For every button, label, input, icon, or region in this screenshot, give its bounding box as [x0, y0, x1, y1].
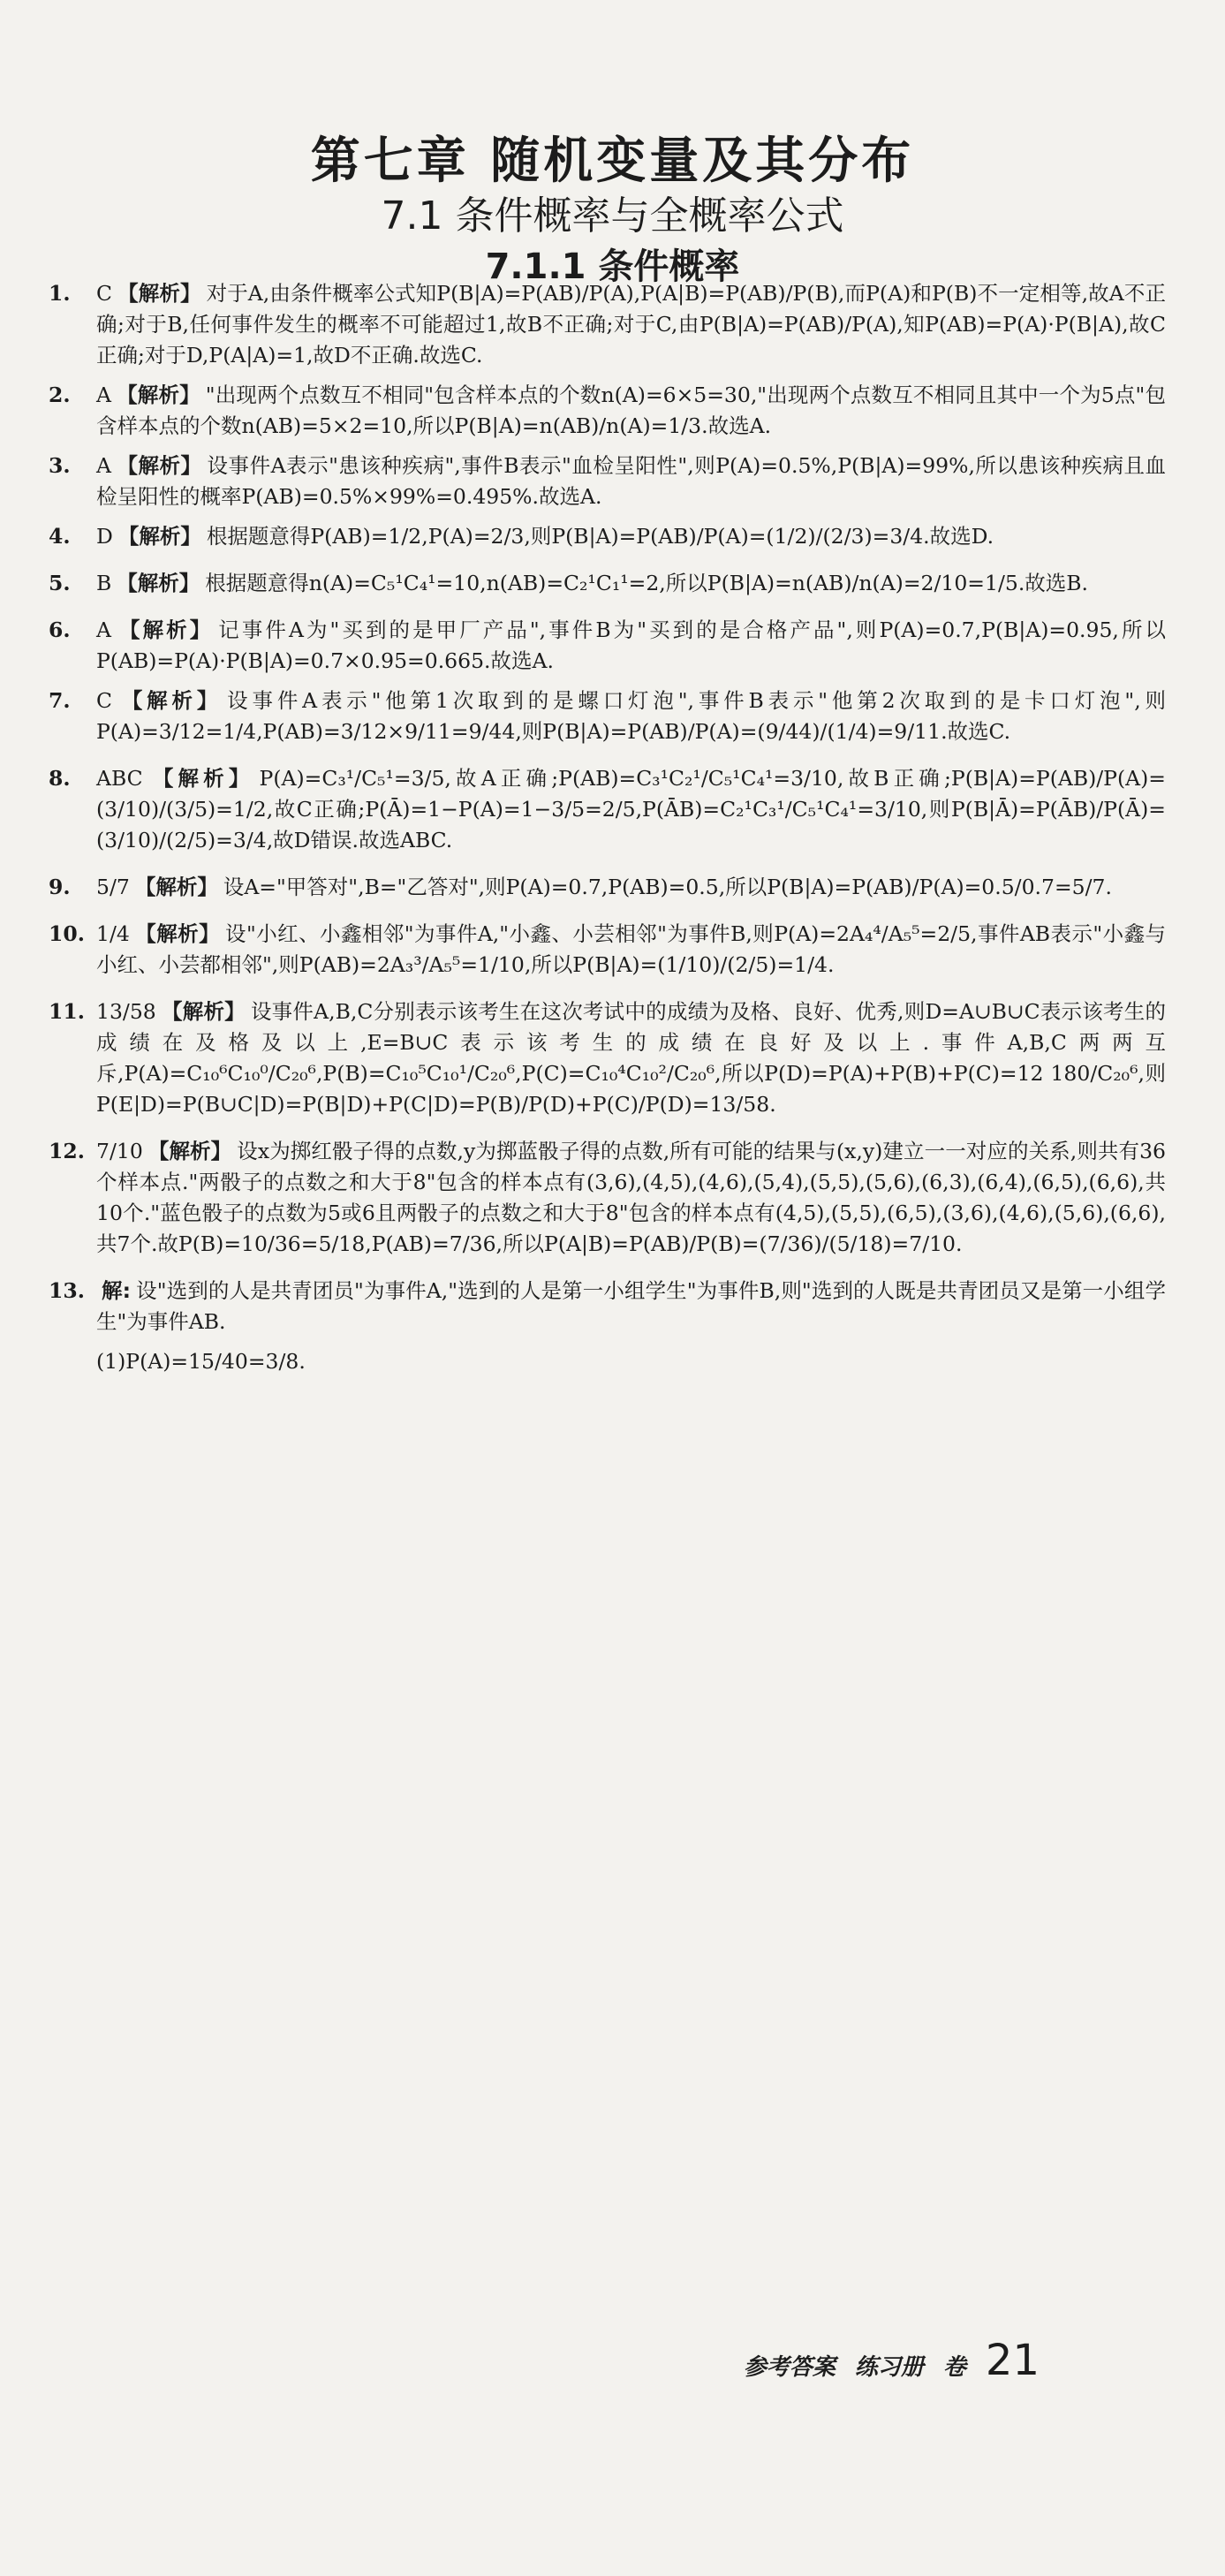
item-number: 10. — [49, 921, 85, 946]
analysis-tag: 【解析】 — [134, 921, 221, 946]
item-number: 7. — [49, 688, 71, 713]
section-title: 7.1 条件概率与全概率公式 — [381, 193, 844, 239]
answer-item-3 — [49, 451, 1166, 512]
subsection-title: 7.1.1 条件概率 — [485, 246, 740, 287]
item-text: 根据题意得n(A)=C₅¹C₄¹=10,n(AB)=C₂¹C₁¹=2,所以P(B|A)=n(AB)/n(A)=2/10=1/5.故选B. — [205, 571, 1089, 595]
item-text: 设事件A表示"患该种疾病",事件B表示"血检呈阳性",则P(A)=0.5%,P(B|A)=99%,所以患该种疾病且血检呈阳性的概率P(AB)=0.5%×99%=0.495%.故选A. — [96, 453, 1166, 509]
item-text: (1)P(A)=15/40=3/8. — [96, 1349, 306, 1374]
footer-label-answers: 参考答案 — [743, 2354, 836, 2381]
analysis-tag: 【解析】 — [116, 383, 200, 407]
analysis-tag: 【解析】 — [134, 875, 218, 899]
page-number: 21 — [985, 2336, 1040, 2385]
item-number: 4. — [49, 524, 71, 549]
item-answer: A — [96, 453, 111, 478]
item-number: 9. — [49, 875, 71, 899]
item-answer: D — [96, 524, 113, 549]
answer-item-13-part-1 — [49, 1346, 1166, 1377]
answer-item-13 — [49, 1276, 1166, 1337]
item-answer: C — [96, 281, 112, 306]
answer-item-7 — [49, 686, 1166, 747]
footer-label-workbook: 练习册 — [854, 2354, 924, 2381]
analysis-tag: 【解析】 — [116, 617, 214, 642]
chapter-title: 第七章 随机变量及其分布 — [310, 133, 915, 190]
item-answer: C — [96, 688, 112, 713]
analysis-tag: 【解析】 — [161, 999, 246, 1024]
item-number: 2. — [49, 383, 71, 407]
analysis-tag: 【解析】 — [117, 688, 223, 713]
item-number: 1. — [49, 281, 71, 306]
item-answer: ABC — [96, 766, 143, 791]
item-answer: 13/58 — [96, 999, 156, 1024]
item-number — [49, 1346, 96, 1377]
item-number: 8. — [49, 766, 71, 791]
item-text: P(A)=C₃¹/C₅¹=3/5,故A正确;P(AB)=C₃¹C₂¹/C₅¹C₄¹=3/10,故B正确;P(B|A)=P(AB)/P(A)=(3/10)/(3/5)=1/2,故C正确;P(Ā)=1−P(A)=1−3/5=2/5,P(ĀB)=C₂¹C₃¹/C₅¹C₄¹=3/10,则P(B|Ā)=P(ĀB)/P(Ā)=(3/10)/(2/5)=3/4,故D错误.故选ABC. — [96, 766, 1166, 852]
answer-item-5 — [49, 568, 1166, 599]
item-answer: B — [96, 571, 112, 595]
footer-label-volume: 卷 — [942, 2354, 966, 2381]
page-footer — [744, 2336, 1040, 2385]
item-number: 13. — [49, 1278, 85, 1303]
item-answer: 1/4 — [96, 921, 130, 946]
item-number: 12. — [49, 1139, 85, 1163]
answer-item-6 — [49, 615, 1166, 677]
answer-item-12 — [49, 1136, 1166, 1260]
item-number: 11. — [49, 999, 85, 1024]
item-text: 记事件A为"买到的是甲厂产品",事件B为"买到的是合格产品",则P(A)=0.7,P(B|A)=0.95,所以P(AB)=P(A)·P(B|A)=0.7×0.95=0.665.故选A. — [96, 617, 1167, 673]
item-text: 根据题意得P(AB)=1/2,P(A)=2/3,则P(B|A)=P(AB)/P(A)=(1/2)/(2/3)=3/4.故选D. — [206, 524, 994, 549]
item-number: 3. — [49, 453, 71, 478]
item-text: 设A="甲答对",B="乙答对",则P(A)=0.7,P(AB)=0.5,所以P(B|A)=P(AB)/P(A)=0.5/0.7=5/7. — [223, 875, 1112, 899]
item-text: "出现两个点数互不相同"包含样本点的个数n(A)=6×5=30,"出现两个点数互不相同且其中一个为5点"包含样本点的个数n(AB)=5×2=10,所以P(B|A)=n(AB)/n(A)=1/3.故选A. — [96, 383, 1166, 438]
item-text: 设x为掷红骰子得的点数,y为掷蓝骰子得的点数,所有可能的结果与(x,y)建立一一对应的关系,则共有36个样本点."两骰子的点数之和大于8"包含的样本点有(3,6),(4,5),(4,6),(5,4),(5,5),(5,6),(6,3),(6,4),(6,5),(6,6),共10个."蓝色骰子的点数为5或6且两骰子的点数之和大于8"包含的样本点有(4,5),(5,5),(6,5),(3,6),(4,6),(5,6),(6,6),共7个.故P(B)=10/36=5/18,P(AB)=7/36,所以P(A|B)=P(AB)/P(B)=(7/36)/(5/18)=7/10. — [96, 1139, 1166, 1256]
answer-item-4 — [49, 521, 1166, 552]
title-block — [0, 133, 1225, 290]
answer-item-2 — [49, 380, 1166, 442]
item-answer: A — [96, 383, 111, 407]
item-text: 设事件A,B,C分别表示该考生在这次考试中的成绩为及格、良好、优秀,则D=A∪B∪C表示该考生的成绩在及格及以上,E=B∪C表示该考生的成绩在良好及以上.事件A,B,C两两互斥,P(A)=C₁₀⁶C₁₀⁰/C₂₀⁶,P(B)=C₁₀⁵C₁₀¹/C₂₀⁶,P(C)=C₁₀⁴C₁₀²/C₂₀⁶,所以P(D)=P(A)+P(B)+P(C)=12 180/C₂₀⁶,则P(E|D)=P(B∪C|D)=P(B|D)+P(C|D)=P(B)/P(D)+P(C)/P(D)=13/58. — [96, 999, 1167, 1117]
answer-item-8 — [49, 763, 1166, 856]
item-answer: A — [96, 617, 111, 642]
answer-item-1 — [49, 278, 1166, 371]
item-text: 设"小红、小鑫相邻"为事件A,"小鑫、小芸相邻"为事件B,则P(A)=2A₄⁴/A₅⁵=2/5,事件AB表示"小鑫与小红、小芸都相邻",则P(AB)=2A₃³/A₅⁵=1/10,所以P(B|A)=(1/10)/(2/5)=1/4. — [96, 921, 1167, 977]
item-answer: 5/7 — [96, 875, 130, 899]
analysis-tag: 【解析】 — [116, 453, 202, 478]
item-text: 对于A,由条件概率公式知P(B|A)=P(AB)/P(A),P(A|B)=P(AB)/P(B),而P(A)和P(B)不一定相等,故A不正确;对于B,任何事件发生的概率不可能超过1,故B不正确;对于C,由P(B|A)=P(AB)/P(A),知P(AB)=P(A)·P(B|A),故C正确;对于D,P(A|A)=1,故D不正确.故选C. — [96, 281, 1166, 367]
item-text: 设事件A表示"他第1次取到的是螺口灯泡",事件B表示"他第2次取到的是卡口灯泡",则P(A)=3/12=1/4,P(AB)=3/12×9/11=9/44,则P(B|A)=P(AB)/P(A)=(9/44)/(1/4)=9/11.故选C. — [96, 688, 1166, 744]
item-number: 5. — [49, 571, 71, 595]
item-number: 6. — [49, 617, 71, 642]
item-answer: 7/10 — [96, 1139, 143, 1163]
item-text: 设"选到的人是共青团员"为事件A,"选到的人是第一小组学生"为事件B,则"选到的人既是共青团员又是第一小组学生"为事件AB. — [96, 1278, 1166, 1334]
analysis-tag: 【解析】 — [147, 766, 254, 791]
answer-item-9 — [49, 872, 1166, 903]
answer-item-11 — [49, 996, 1166, 1120]
answer-list — [49, 278, 1166, 1386]
solution-tag: 解: — [102, 1278, 132, 1303]
answer-item-10 — [49, 919, 1166, 981]
analysis-tag: 【解析】 — [117, 571, 200, 595]
analysis-tag: 【解析】 — [117, 281, 201, 306]
analysis-tag: 【解析】 — [117, 524, 201, 549]
analysis-tag: 【解析】 — [147, 1139, 232, 1163]
